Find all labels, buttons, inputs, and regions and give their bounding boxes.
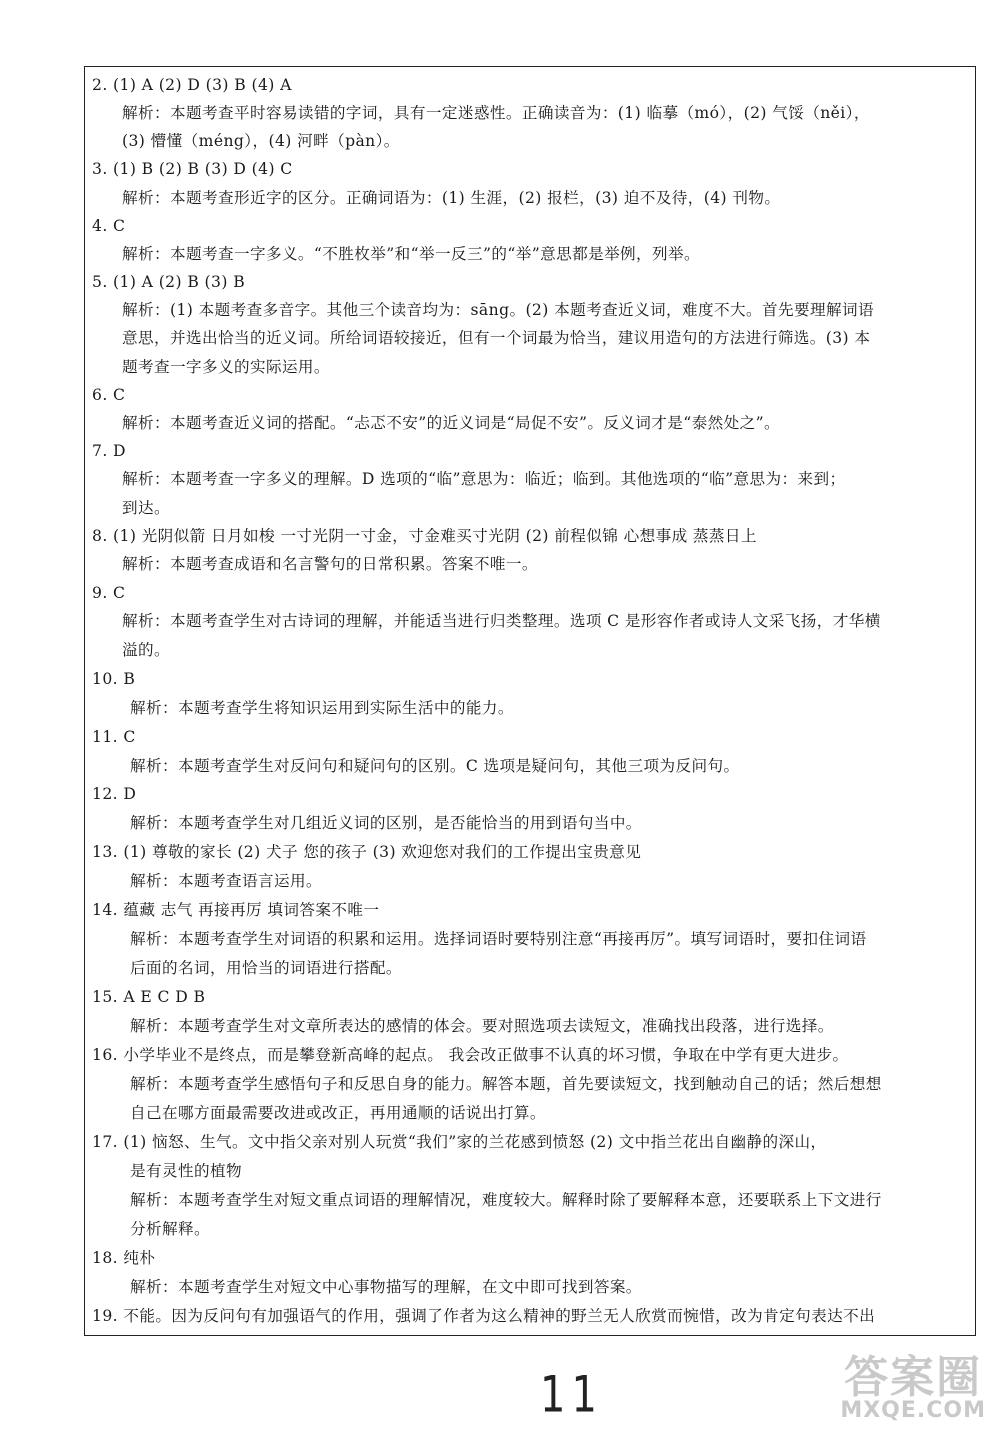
answer-line: 4. C	[92, 217, 126, 235]
watermark-url: MXQE.COM	[840, 1398, 986, 1423]
answer-line: 11. C	[92, 728, 136, 746]
explanation-line: 解析：本题考查学生对古诗词的理解，并能适当进行归类整理。选项 C 是形容作者或诗人文采飞扬，才华横	[122, 612, 881, 630]
explanation-line: 意思，并选出恰当的近义词。所给词语较接近，但有一个词最为恰当，建议用造句的方法进行筛选。(3) 本	[122, 329, 871, 347]
explanation-line: 解析：本题考查学生对词语的积累和运用。选择词语时要特别注意“再接再厉”。填写词语时，要扣住词语	[130, 930, 867, 948]
explanation-line: 解析：本题考查学生对短文中心事物描写的理解，在文中即可找到答案。	[130, 1278, 642, 1296]
watermark-title: 答案圈	[844, 1352, 983, 1403]
explanation-line: 解析：本题考查形近字的区分。正确词语为：(1) 生涯，(2) 报栏，(3) 迫不及待，(4) 刊物。	[122, 189, 781, 207]
page-number: 11	[540, 1366, 603, 1424]
answer-line: 6. C	[92, 386, 126, 404]
explanation-line: 解析：本题考查学生对短文重点词语的理解情况，难度较大。解释时除了要解释本意，还要联系上下文进行	[130, 1191, 882, 1209]
explanation-line: 题考查一字多义的实际运用。	[122, 358, 330, 376]
answer-line: 13. (1) 尊敬的家长 (2) 犬子 您的孩子 (3) 欢迎您对我们的工作提出宝贵意见	[92, 843, 642, 861]
answer-line: 7. D	[92, 442, 126, 460]
answer-line: 16. 小学毕业不是终点，而是攀登新高峰的起点。 我会改正做事不认真的坏习惯，争取在中学有更大进步。	[92, 1046, 849, 1064]
explanation-line: 解析：本题考查一字多义。“不胜枚举”和“举一反三”的“举”意思都是举例，列举。	[122, 245, 701, 263]
answer-line: 19. 不能。因为反问句有加强语气的作用，强调了作者为这么精神的野兰无人欣赏而惋惜，改为肯定句表达不出	[92, 1307, 876, 1325]
explanation-line: 解析：本题考查学生对几组近义词的区别，是否能恰当的用到语句当中。	[130, 814, 642, 832]
explanation-line: 是有灵性的植物	[130, 1162, 242, 1180]
watermark-logo	[840, 1352, 986, 1423]
explanation-line: 解析：本题考查近义词的搭配。“忐忑不安”的近义词是“局促不安”。反义词才是“泰然处之”。	[122, 414, 780, 432]
explanation-line: 解析：本题考查学生对反问句和疑问句的区别。C 选项是疑问句，其他三项为反问句。	[130, 757, 740, 775]
answer-line: 9. C	[92, 584, 126, 602]
answer-line: 15. A E C D B	[92, 988, 206, 1006]
explanation-line: 解析：本题考查一字多义的理解。D 选项的“临”意思为：临近；临到。其他选项的“临”意思为：来到；	[122, 470, 846, 488]
explanation-line: 解析：本题考查平时容易读错的字词，具有一定迷惑性。正确读音为：(1) 临摹（mó），(2) 气馁（něi），	[122, 104, 870, 122]
explanation-line: 解析：本题考查语言运用。	[130, 872, 322, 890]
answer-line: 10. B	[92, 670, 136, 688]
answer-line: 12. D	[92, 785, 137, 803]
answer-line: 14. 蕴藏 志气 再接再厉 填词答案不唯一	[92, 901, 380, 919]
answer-line: 2. (1) A (2) D (3) B (4) A	[92, 76, 292, 94]
answer-line: 5. (1) A (2) B (3) B	[92, 273, 246, 291]
explanation-line: 到达。	[122, 499, 170, 517]
explanation-line: 解析：本题考查学生将知识运用到实际生活中的能力。	[130, 699, 514, 717]
answer-line: 17. (1) 恼怒、生气。文中指父亲对别人玩赏“我们”家的兰花感到愤怒 (2) 文中指兰花出自幽静的深山，	[92, 1133, 827, 1151]
explanation-line: 解析：本题考查学生对文章所表达的感情的体会。要对照选项去读短文，准确找出段落，进行选择。	[130, 1017, 834, 1035]
answer-line: 18. 纯朴	[92, 1249, 156, 1267]
explanation-line: (3) 懵懂（méng），(4) 河畔（pàn）。	[122, 132, 400, 150]
explanation-line: 后面的名词，用恰当的词语进行搭配。	[130, 959, 402, 977]
explanation-line: 解析：本题考查成语和名言警句的日常积累。答案不唯一。	[122, 555, 538, 573]
answer-line: 3. (1) B (2) B (3) D (4) C	[92, 160, 293, 178]
explanation-line: 溢的。	[122, 641, 170, 659]
answer-line: 8. (1) 光阴似箭 日月如梭 一寸光阴一寸金，寸金难买寸光阴 (2) 前程似锦 心想事成 蒸蒸日上	[92, 527, 757, 545]
explanation-line: 解析：(1) 本题考查多音字。其他三个读音均为：sāng。(2) 本题考查近义词，难度不大。首先要理解词语	[122, 301, 874, 319]
explanation-line: 自己在哪方面最需要改进或改正，再用通顺的话说出打算。	[130, 1104, 546, 1122]
explanation-line: 分析解释。	[130, 1220, 210, 1238]
explanation-line: 解析：本题考查学生感悟句子和反思自身的能力。解答本题，首先要读短文，找到触动自己的话；然后想想	[130, 1075, 882, 1093]
